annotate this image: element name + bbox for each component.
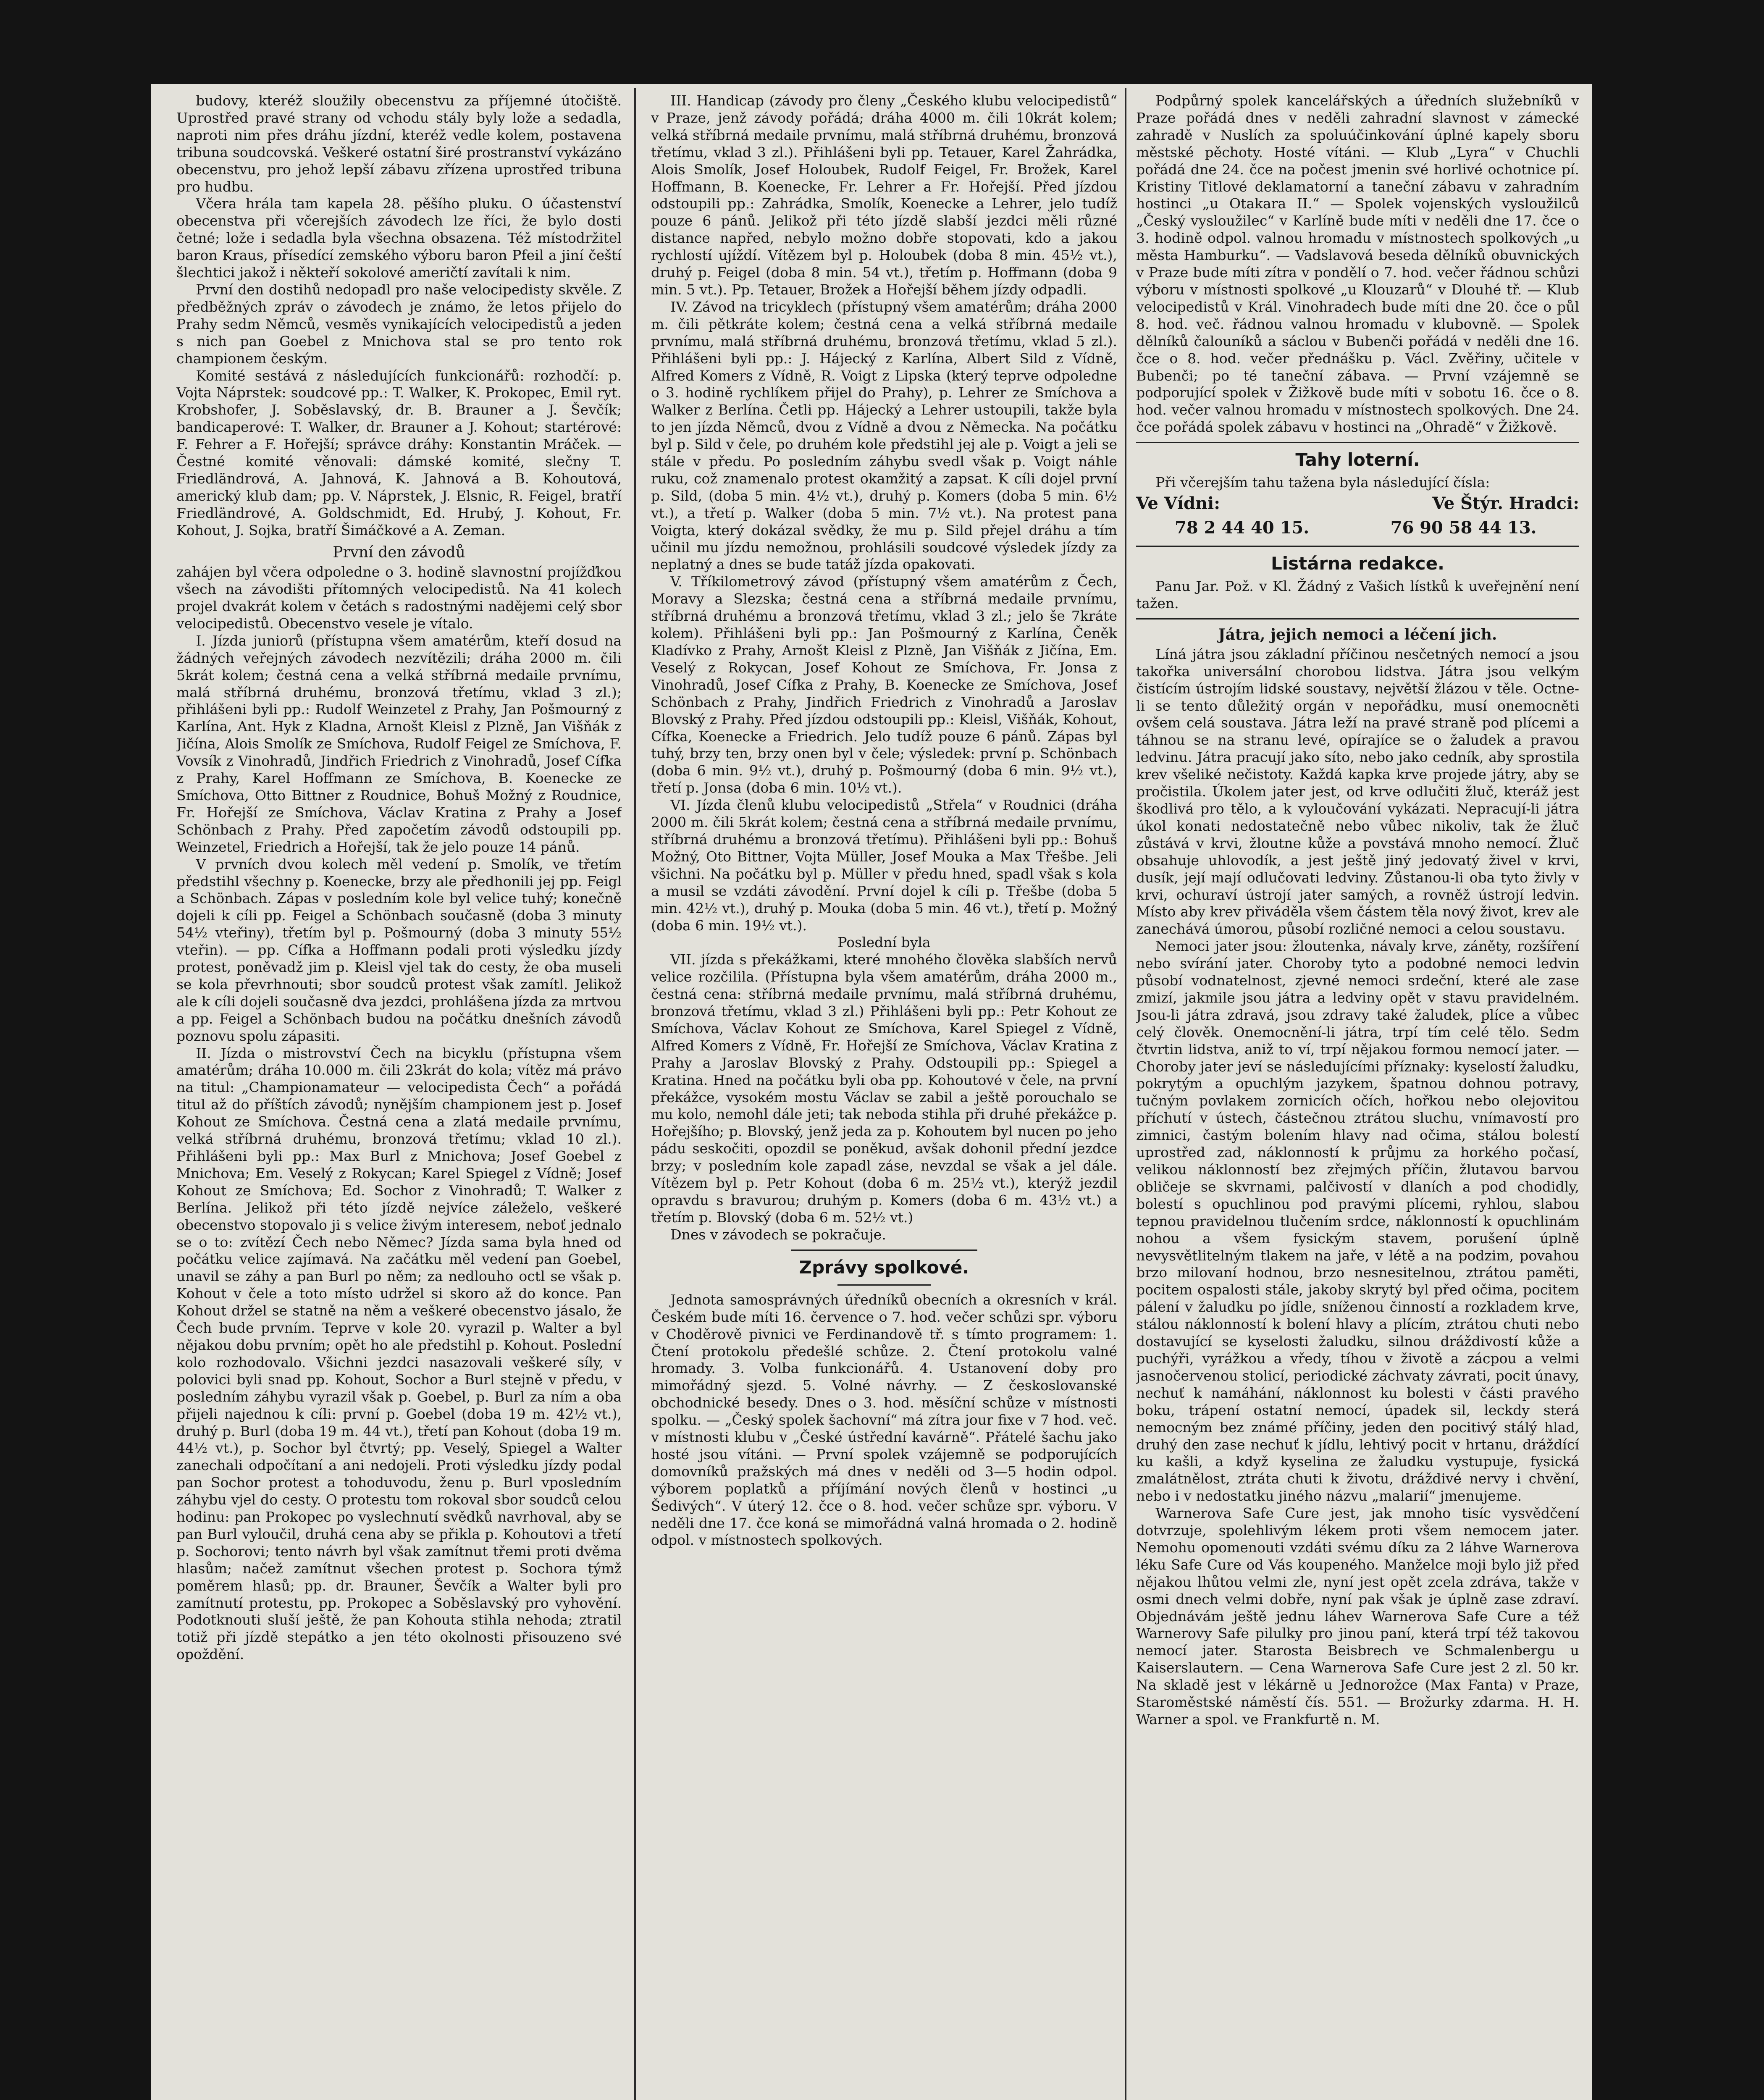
paragraph: Podpůrný spolek kancelářských a úředních služebníků v Praze pořádá dnes v neděli zahradní slavnost v zámecké zahradě v Nuslích za spoluúčinkování úplné kapely sboru městské pěchoty. Hosté vítáni. — Klub „Lyra“ v Chuchli pořádá dne 24. čce na počest jmenin své horlivé ochotnice pí. Kristiny Titlové deklamatorní a taneční zábavu v zahradním hostinci „u Otakara II.“ — Spolek vojenských vysloužilců „Český vysloužilec“ v Karlíně bude míti v neděli dne 17. čce o 3. hodině odpol. valnou hromadu v místnostech spolkových „u města Hamburku“. — Vadslavová beseda dělníků obuvnických v Praze bude míti zítra v pondělí o 7. hod. večer řádnou schůzi výboru v místnosti spolkové „u Klouzarů“ v Dlouhé tř. — Klub velocipedistů v Král. Vinohradech bude míti dne 20. čce o půl 8. hod. več. řádnou valnou hromadu v klubovně. — Spolek dělníků čalouníků a sáclou v Bubenči pořádá v neděli dne 16. čce o 8. hod. večer přednášku p. Václ. Zvěřiny, učitele v Bubenči; po té taneční zábava. — První vzájemně se podporující spolek v Žižkově bude míti v sobotu 16. čce o 8. hod. večer valnou hromadu v místnostech spolkových. Dne 24. čce pořádá spolek zábavu v hostinci na „Ohradě“ v Žižkově. (1136, 92, 1579, 436)
paragraph: Komité sestává z následujících funkcionářů: rozhodčí: p. Vojta Náprstek: soudcové pp.: T. Walker, K. Prokopec, Emil ryt. Krobshofer, J. Soběslavský, dr. B. Brauner a J. Ševčík; bandicaperové: T. Walker, dr. Brauner a J. Kohout; startérové: F. Fehrer a F. Hořejší; správce dráhy: Konstantin Mráček. — Čestné komité věnovali: dámské komité, slečny T. Friedländrová, A. Jahnová, K. Jahnová a B. Kohoutová, americký klub dam; pp. V. Náprstek, J. Elsnic, R. Feigel, bratří Friedländrové, A. Goldschmidt, Ed. Hrubý, J. Kohout, Fr. Kohout, J. Sojka, bratří Šimáčkové a A. Zeman. (176, 367, 622, 538)
paragraph: Včera hrála tam kapela 28. pěšího pluku. O účastenství obecenstva při včerejších závodech lze říci, že bylo dosti četné; lože i sedadla byla všechna obsazena. Též místodržitel baron Kraus, přísedící zemského výboru baron Pfeil a jiní čeští šlechtici jakož i někteří sokolové američtí zavítali k nim. (176, 195, 622, 281)
divider (837, 1284, 931, 1286)
lottery-numbers: 76 90 58 44 13. (1390, 517, 1537, 538)
section-heading: Listárna redakce. (1270, 553, 1445, 574)
paragraph: První den dostihů nedopadl pro naše velocipedisty skvěle. Z předběžných zpráv o závodech je známo, že letos přijelo do Prahy sedm Němců, vesměs vynikajících velocipedistů a jeden s nich pan Goebel z Mnichova stal se pro tento rok championem českým. (176, 281, 622, 367)
lottery-city: Ve Štýr. Hradci: (1432, 494, 1579, 514)
lottery-intro: Při včerejším tahu tažena byla následující čísla: (1155, 474, 1490, 491)
lottery-numbers: 78 2 44 40 15. (1175, 517, 1310, 538)
divider (791, 1250, 977, 1251)
column-1 (176, 92, 622, 2100)
section-heading: První den závodů (333, 543, 465, 561)
column-3 (1136, 92, 1579, 2100)
paragraph: budovy, kteréž sloužily obecenstvu za příjemné útočiště. Uprostřed pravé strany od vchodu stály byly lože a sedadla, naproti nim přes dráhu jízdní, kteréž vedle kolem, postavena tribuna soudcovská. Veškeré ostatní širé prostranství vykázáno obecenstvu, pro jehož lepší zábavu zřízena uprostřed tribuna pro hudbu. (176, 92, 622, 195)
column-2 (651, 92, 1117, 2100)
divider (1136, 546, 1579, 547)
paragraph: I. Jízda juniorů (přístupna všem amatérům, kteří dosud na žádných veřejných závodech nezvítězili; dráha 2000 m. čili 5krát kolem; čestná cena a velká stříbrná medaile prvnímu, malá stříbrná druhému, bronzová třetímu, vklad 3 zl.); přihlášeni byli pp.: Rudolf Weinzetel z Prahy, Jan Pošmourný z Karlína, Ant. Hyk z Kladna, Arnošt Kleisl z Plzně, Jan Višňák z Jičína, Alois Smolík ze Smíchova, Rudolf Feigel ze Smíchova, F. Vovsík z Vinohradů, Jindřich Friedrich z Vinohradů, Josef Cífka z Prahy, Karel Hoffmann ze Smíchova, B. Koenecke ze Smíchova, Otto Bittner z Roudnice, Bohuš Možný z Roudnice, Fr. Hořejší ze Smíchova, Václav Kratina z Prahy a Josef Schönbach z Prahy. Před započetím závodů odstoupili pp. Weinzetel, Friedrich a Hořejší, tak že jelo pouze 14 pánů. (176, 632, 622, 855)
divider (1136, 442, 1579, 443)
lottery-title: Tahy loterní. (1295, 449, 1420, 470)
paragraph: IV. Závod na tricyklech (přístupný všem amatérům; dráha 2000 m. čili pětkráte kolem; čestná cena a velká stříbrná medaile prvnímu, malá stříbrná druhému, bronzová třetímu, vklad 5 zl.). Přihlášeni byli pp.: J. Hájecký z Karlína, Albert Sild z Vídně, Alfred Komers z Vídně, R. Voigt z Lipska (který teprve odpoledne o 3. hodině rychlíkem přijel do Prahy), p. Lehrer ze Smíchova a Walker z Berlína. Četli pp. Hájecký a Lehrer ustoupili, takže byla to jen jízda Němců, dvou z Vídně a dvou z Německa. Na počátku byl p. Sild v čele, po druhém kole předstihl jej ale p. Voigt a jeli se stále v předu. Po posledním záhybu svedl však p. Voigt náhle ruku, což znamenalo protest okamžitý a zapsat. K cíli dojel první p. Sild, (doba 5 min. 4½ vt.), druhý p. Komers (doba 5 min. 6½ vt.), a třetí p. Walker (doba 5 min. 7½ vt.). Na protest pana Voigta, který dokázal svědky, že mu p. Sild přejel dráhu a tím učinil mu jízdu nemožnou, prohlásili soudcové výsledek jízdy za neplatný a dnes se bude tatáž jízda opakovati. (651, 298, 1117, 573)
paragraph: II. Jízda o mistrovství Čech na bicyklu (přístupna všem amatérům; dráha 10.000 m. čili 23krát do kola; vítěz má právo na titul: „Championamateur — velocipedista Čech“ a pořádá titul až do příštích závodů; nynějším championem jest p. Josef Kohout ze Smíchova. Čestná cena a zlatá medaile prvnímu, velká stříbrná druhému, bronzová třetímu; vklad 10 zl.). Přihlášeni byli pp.: Max Burl z Mnichova; Josef Goebel z Mnichova; Em. Veselý z Rokycan; Karel Spiegel z Vídně; Josef Kohout ze Smíchova; Ed. Sochor z Vinohradů; T. Walker z Berlína. Jelikož při této jízdě nejvíce záleželo, veškeré obecenstvo stopovalo ji s velice živým interesem, neboť jednalo se o to: zvítězí Čech nebo Němec? Jízda sama byla hned od počátku velice zajímavá. Na začátku měl vedení pan Goebel, unavil se záhy a pan Burl po něm; za nedlouho octl se však p. Kohout v čele a toto místo udržel si skoro až do konce. Pan Kohout držel se statně na něm a veškeré obecenstvo jásalo, že Čech bude prvním. Teprve v kole 20. vyrazil p. Walter a byl nějakou dobu prvním; opět ho ale předstihl p. Kohout. Poslední kolo rozhodovalo. Všichni jezdci nasazovali veškeré síly, v polovici byli snad pp. Kohout, Sochor a Burl stejně v předu, v posledním záhybu vyrazil však p. Goebel, p. Burl za ním a oba přijeli najednou k cíli: první p. Goebel (doba 19 m. 42½ vt.), druhý p. Burl (doba 19 m. 44 vt.), třetí pan Kohout (doba 19 m. 44½ vt.), p. Sochor byl čtvrtý; pp. Veselý, Spiegel a Walter zanechali odpočítaní a ani nedojeli. Proti výsledku jízdy podal pan Sochor protest a tohoduvodu, ženu p. Burl vposledním záhybu vjel do cesty. O protestu tom rokoval sbor soudců celou hodinu: pan Prokopec po vyslechnutí svědků navrhoval, aby se pan Burl vyloučil, druhá cena aby se přikla p. Kohoutovi a třetí p. Sochorovi; tento návrh byl však zamítnut třemi proti dvěma hlasům; načež zamítnut všechen protest p. Sochora týmž poměrem hlasů; pp. dr. Brauner, Ševčík a Walter byli pro zamítnutí protestu, pp. Prokopec a Soběslavský pro vyhovění. Podotknouti sluší ještě, že pan Kohouta stihla nehoda; ztratil totiž při jízdě stepátko a jen této okolnosti přisouzeno své opoždění. (176, 1045, 622, 1663)
paragraph: Nemoci jater jsou: žloutenka, návaly krve, záněty, rozšíření nebo svírání jater. Choroby tyto a podobné nemoci ledvin působí vodnatelnost, zjevné nemoci srdeční, které ale zase zmizí, jakmile jsou játra a ledviny opět v stavu pravidelném. Jsou-li játra zdravá, jsou zdravy také žaludek, plíce a vůbec celý člověk. Onemocnění-li játra, trpí tím celé tělo. Sedm čtvrtin lidstva, aniž to ví, trpí nějakou formou nemocí jater. — Choroby jater jeví se následujícími příznaky: kyselostí žaludku, pokrytým a opuchlým jazykem, špatnou dohnou potravy, tučným povlakem zornicích očích, hořkou nebo olejovitou příchutí v ústech, částečnou ztrátou sluchu, vnímavostí pro zimnici, častým bolením hlavy nad očima, stálou bolestí uprostřed zad, náklonností k průjmu za horkého počasí, velikou náklonností bez zřejmých příčin, žlutavou barvou obličeje se skvrnami, palčivostí v dlaních a pod chodidly, bolestí s opuchlinou pod pravými plícemi, ryhlou, slabou tepnou pravidelnou tlučením srdce, náklonností k opuchlinám nohou a všem fysickým stavem, porušení úplně nevysvětlitelným tlakem na jaře, v létě a na podzim, povahou brzo milovaní hodnou, brzo nesnesitelnou, ztrátou paměti, pocitem ospalosti stále, jakoby skrytý byl před očima, pocitem pálení v žaludku po jídle, sníženou činností a rozkladem krve, stálou náklonností k bolení hlavy a plícím, ztrátou chuti nebo dostavující se kyselosti žaludku, silnou dráždivostí kůže a puchýři, vyrážkou a vředy, tíhou v životě a zácpou a velmi jasnočervenou stolicí, periodické záchvaty závrati, pocit únavy, nechuť k namáhání, náklonnost ku bolesti v části pravého boku, trápení ostatní nemocí, úpadek sil, leckdy sterá nemocným bez známé příčiny, jeden den pocitivý stálý hlad, druhý den zase nechuť k jídlu, lehtivý pocit v hrtanu, dráždící ku kašli, a když kyselina ze žaludku vystupuje, fysická zmalátnělost, ztráta chuti k životu, dráždivé nervy i chvění, nebo i v nedostatku jiného názvu „malarií“ jmenujeme. (1136, 938, 1579, 1504)
paragraph: Líná játra jsou základní příčinou nesčetných nemocí a jsou takořka universální chorobou lidstva. Játra jsou velkým čistícím ústrojím lidské soustavy, největší žlázou v těle. Octne-li se tento důležitý orgán v nepořádku, musí onemocněti ovšem celá soustava. Játra leží na pravé straně pod plícemi a táhnou se na stranu levé, opírajíce se o žaludek a pravou ledvinu. Játra pracují jako síto, nebo jako cedník, aby sprostila krev všeliké nečistoty. Každá kapka krve projede játry, aby se pročistila. Úkolem jater jest, od krve odlučiti žluč, kteráž jest škodlivá pro tělo, a k vyloučování vykázati. Nepracují-li játra úkol konati nedostatečně nebo vůbec nikoliv, tak že žluč zůstává v krvi, žloutne kůže a povstává mnoho nemocí. Žluč obsahuje uhlovodík, a jest ještě jiný jedovatý živel v krvi, dusík, její mají odlučovati ledviny. Zůstanou-li oba tyto živly v krvi, ochuraví ústrojí jater samých, a rovněž ústrojí ledvin. Místo aby krev přiváděla všem částem těla nový život, krev ale zanechává úmorou, působí rozličné nemoci a celou soustavu. (1136, 646, 1579, 937)
paragraph: Panu Jar. Pož. v Kl. Žádný z Vašich lístků k uveřejnění není tažen. (1136, 578, 1579, 612)
section-heading: Zprávy spolkové. (799, 1257, 969, 1278)
paragraph: VI. Jízda členů klubu velocipedistů „Střela“ v Roudnici (dráha 2000 m. čili 5krát kolem; čestná cena a stříbrná medaile prvnímu, stříbrná druhému a bronzová třetímu). Přihlášeni byli pp.: Bohuš Možný, Oto Bittner, Vojta Müller, Josef Mouka a Max Třešbe. Jeli všichni. Na počátku byl p. Müller v předu hned, spadl však s kola a musil se vzdáti závodění. První dojel k cíli p. Třešbe (doba 5 min. 42½ vt.), druhý p. Mouka (doba 5 min. 46 vt.), třetí p. Možný (doba 6 min. 19½ vt.). (651, 797, 1117, 934)
paragraph: Poslední byla (837, 934, 931, 951)
lottery-table (1136, 491, 1579, 540)
newspaper-page (151, 84, 1592, 2100)
paragraph: V. Tříkilometrový závod (přístupný všem amatérům z Čech, Moravy a Slezska; čestná cena a stříbrná medaile prvnímu, stříbrná druhému a bronzová třetímu, vklad 3 zl.; jelo še 7kráte kolem). Přihlášeni byli pp.: Jan Pošmourný z Karlína, Čeněk Kladívko z Prahy, Arnošt Kleisl z Plzně, Jan Višňák z Jičína, Em. Veselý z Rokycan, Josef Kohout ze Smíchova, Fr. Jonsa z Vinohradů, Josef Cífka z Prahy, B. Koenecke ze Smíchova, Josef Schönbach z Prahy, Jindřich Friedrich z Vinohradů a Jaroslav Blovský z Prahy. Před jízdou odstoupili pp.: Kleisl, Višňák, Kohout, Cífka, Koenecke a Friedrich. Jelo tudíž pouze 6 pánů. Zápas byl tuhý, brzy ten, brzy onen byl v čele; výsledek: první p. Schönbach (doba 6 min. 9½ vt.), druhý p. Pošmourný (doba 6 min. 9½ vt.), třetí p. Jonsa (doba 6 min. 10½ vt.). (651, 573, 1117, 796)
paragraph: III. Handicap (závody pro členy „Českého klubu velocipedistů“ v Praze, jenž závody pořádá; dráha 4000 m. čili 10krát kolem; velká stříbrná medaile prvnímu, malá stříbrná druhému, bronzová třetímu, vklad 3 zl.). Přihlášeni byli pp. Tetauer, Karel Žahrádka, Alois Smolík, Josef Holoubek, Rudolf Feigel, Fr. Brožek, Karel Hoffmann, B. Koenecke, Fr. Lehrer a Fr. Hořejší. Před jízdou odstoupili pp.: Zahrádka, Smolík, Koenecke a Lehrer, jelo tudíž pouze 6 pánů. Jelikož při této jízdě slabší jezdci měli různé distance napřed, nebylo možno dobře stopovati, kdo a jakou rychlostí ujíždí. Vítězem byl p. Holoubek (doba 8 min. 45½ vt.), druhý p. Feigel (doba 8 min. 54 vt.), třetím p. Hoffmann (doba 9 min. 5 vt.). Pp. Tetauer, Brožek a Hořejší během jízdy odpadli. (651, 92, 1117, 298)
paragraph: Dnes v závodech se pokračuje. (670, 1226, 886, 1243)
paragraph: V prvních dvou kolech měl vedení p. Smolík, ve třetím předstihl všechny p. Koenecke, brzy ale předhonili jej pp. Feigl a Schönbach. Zápas v posledním kole byl velice tuhý; konečně dojeli k cíli pp. Feigel a Schönbach současně (doba 3 minuty 54½ vteřiny), třetím byl p. Pošmourný (doba 3 minuty 55½ vteřin). — pp. Cífka a Hoffmann podali proti výsledku jízdy protest, poněvadž jim p. Kleisl vjel tak do cesty, že oba museli se kola převrhnouti; sbor soudců protest však zamítl. Jelikož ale k cíli dojeli současně dva jezdci, prohlášena jízda za mrtvou a pp. Feigel a Schönbach budou na počátku dnešních závodů poznovu spolu zápasiti. (176, 856, 622, 1044)
column-divider (1125, 88, 1126, 2100)
section-heading: Játra, jejich nemoci a léčení jich. (1218, 626, 1497, 644)
paragraph: Jednota samosprávných úředníků obecních a okresních v král. Českém bude míti 16. července o 7. hod. večer schůzi spr. výboru v Choděrově pivnici ve Ferdinandově tř. s tímto programem: 1. Čtení protokolu předešlé schůze. 2. Čtení protokolu valné hromady. 3. Volba funkcionářů. 4. Ustanovení doby pro mimořádný sjezd. 5. Volné návrhy. — Z českoslovanské obchodnické besedy. Dnes o 3. hod. měsíční schůze v místnosti spolku. — „Český spolek šachovní“ má zítra jour fixe v 7 hod. več. v místnosti klubu v „České ústřední kavárně“. Přátelé šachu jako hosté jsou vítáni. — První spolek vzájemně se podporujících domovníků pražských má dnes v neděli od 3—5 hodin odpol. výborem poplatků a příjímání nových členů v hostinci „u Šedivých“. V úterý 12. čce o 8. hod. večer schůze spr. výboru. V neděli dne 17. čce koná se mimořádná valná hromada o 2. hodině odpol. v místnostech spolkových. (651, 1291, 1117, 1549)
paragraph: zahájen byl včera odpoledne o 3. hodině slavnostní projížďkou všech na závodišti přítomných velocipedistů. Na 41 kolech projel dvakrát kolem v četách s radostnými nadějemi celý sbor velocipedistů. Obecenstvo vesele je vítalo. (176, 564, 622, 632)
column-divider (634, 88, 636, 2100)
paragraph: VII. jízda s překážkami, které mnohého člověka slabších nervů velice rozčilila. (Přístupna byla všem amatérům, dráha 2000 m., čestná cena: stříbrná medaile prvnímu, malá stříbrná druhému, bronzová třetímu, vklad 3 zl.) Přihlášeni byli pp.: Petr Kohout ze Smíchova, Václav Kohout ze Smíchova, Karel Spiegel z Vídně, Alfred Komers z Vídně, Fr. Hořejší ze Smíchova, Václav Kratina z Prahy a Jaroslav Blovský z Prahy. Odstoupili pp.: Spiegel a Kratina. Hned na počátku byli oba pp. Kohoutové v čele, na první překážce, vysokém mostu Václav se zabil a ještě porouchalo se mu kolo, nemohl dále jeti; tak neboda stihla při druhé překážce p. Hořejšího; p. Blovský, jenž jeda za p. Kohoutem byl nucen po jeho pádu seskočiti, opozdil se poněkud, avšak dohonil přední jezdce brzy; v posledním kole zapadl záse, nevzdal se však a jel dále. Vítězem byl p. Petr Kohout (doba 6 m. 25½ vt.), kterýž jezdil opravdu s bravurou; druhým p. Komers (doba 6 m. 43½ vt.) a třetím p. Blovský (doba 6 m. 52½ vt.) (651, 951, 1117, 1226)
lottery-city: Ve Vídni: (1136, 494, 1220, 514)
divider (1136, 618, 1579, 620)
paragraph: Warnerova Safe Cure jest, jak mnoho tisíc vysvědčení dotvrzuje, spolehlivým lékem proti všem nemocem jater. Nemohu opomenouti vzdáti svému díku za 2 láhve Warnerova léku Safe Cure od Vás koupeného. Manželce moji bylo již před nějakou lhůtou velmi zle, nyní jest opět zcela zdráva, takže v osmi dnech velmi dobře, nyní pak však je úplně zase zdraví. Objednávám ještě jednu láhev Warnerova Safe Cure a též Warnerovy Safe pilulky pro jinou paní, která trpí též takovou nemocí jater. Starosta Beisbrech ve Schmalenbergu u Kaiserslautern. — Cena Warnerova Safe Cure jest 2 zl. 50 kr. Na skladě jest v lékárně u Jednorožce (Max Fanta) v Praze, Staroměstské náměstí čís. 551. — Brožurky zdarma. H. H. Warner a spol. ve Frankfurtě n. M. (1136, 1505, 1579, 1727)
